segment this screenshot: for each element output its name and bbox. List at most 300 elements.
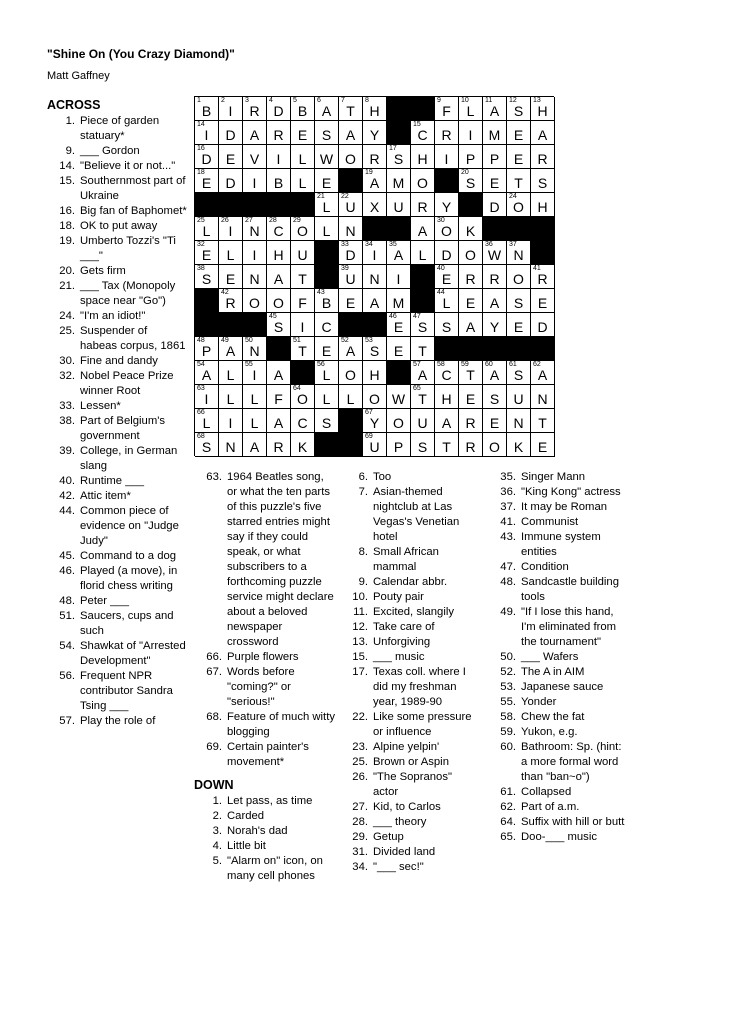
grid-cell[interactable] [315,97,339,121]
grid-cell[interactable] [339,145,363,169]
down-clue [340,830,474,845]
grid-cell[interactable] [267,289,291,313]
clue-number: 50. [500,651,516,663]
black-square [243,313,267,337]
cell-letter: H [369,103,380,119]
grid-cell[interactable] [195,121,219,145]
clue-text: Take care of [373,621,435,633]
cell-letter: D [345,247,356,263]
grid-cell[interactable] [531,193,555,217]
cell-letter: E [513,127,524,143]
cell-number: 46 [389,313,397,320]
cell-number: 32 [197,241,205,248]
clue-number: 52. [500,666,516,678]
grid-cell[interactable] [483,193,507,217]
black-square [507,217,531,241]
grid-cell[interactable] [435,265,459,289]
cell-letter: R [489,271,500,287]
grid-cell[interactable] [315,409,339,433]
grid-cell[interactable] [291,385,315,409]
across-clue [194,740,336,770]
cell-letter: D [273,103,284,119]
cell-letter: L [322,199,331,215]
down-clues-col3 [340,470,474,875]
grid-cell[interactable] [459,145,483,169]
grid-cell[interactable] [363,193,387,217]
clue-text: It may be Roman [521,501,608,513]
across-clue [47,219,187,234]
grid-cell[interactable] [339,121,363,145]
cell-letter: H [537,199,548,215]
grid-cell[interactable] [243,409,267,433]
grid-cell[interactable] [363,409,387,433]
grid-cell[interactable] [195,409,219,433]
grid-cell[interactable] [531,169,555,193]
grid-cell[interactable] [483,313,507,337]
grid-cell[interactable] [363,433,387,457]
grid-cell[interactable] [459,385,483,409]
grid-cell[interactable] [435,361,459,385]
clue-text: Certain painter's movement* [227,741,309,768]
cell-number: 62 [533,361,541,368]
cell-letter: A [345,343,356,359]
grid-cell[interactable] [243,241,267,265]
grid-cell[interactable] [315,217,339,241]
grid-cell[interactable] [411,409,435,433]
cell-number: 61 [509,361,517,368]
clue-text: Sandcastle building tools [521,576,619,603]
clue-number: 63. [206,471,222,483]
grid-cell[interactable] [411,241,435,265]
grid-cell[interactable] [339,241,363,265]
cell-number: 51 [293,337,301,344]
grid-cell[interactable] [315,313,339,337]
grid-cell[interactable] [435,145,459,169]
grid-cell[interactable] [363,385,387,409]
grid-cell[interactable] [531,385,555,409]
grid-cell[interactable] [387,409,411,433]
grid-cell[interactable] [531,289,555,313]
cell-number: 45 [269,313,277,320]
grid-cell[interactable] [531,145,555,169]
down-clue [340,470,474,485]
cell-letter: H [273,247,284,263]
grid-cell[interactable] [435,97,459,121]
cell-letter: E [297,127,308,143]
clue-text: "The Sopranos" actor [373,771,452,798]
grid-cell[interactable] [507,97,531,121]
grid-cell[interactable] [219,409,243,433]
grid-cell[interactable] [219,169,243,193]
grid-cell[interactable] [339,97,363,121]
grid-cell[interactable] [483,241,507,265]
grid-cell[interactable] [315,385,339,409]
grid-cell[interactable] [291,433,315,457]
grid-cell[interactable] [507,433,531,457]
grid-cell[interactable] [435,385,459,409]
grid-cell[interactable] [531,313,555,337]
clue-text: Big fan of Baphomet* [80,205,187,217]
grid-cell[interactable] [411,337,435,361]
puzzle-title: "Shine On (You Crazy Diamond)" [47,47,235,61]
cell-letter: O [393,415,404,431]
down-clue [488,485,628,500]
grid-cell[interactable] [219,337,243,361]
grid-cell[interactable] [435,121,459,145]
grid-cell[interactable] [195,385,219,409]
grid-cell[interactable] [459,217,483,241]
grid-cell[interactable] [531,409,555,433]
across-clue [47,354,187,369]
grid-cell[interactable] [363,169,387,193]
cell-letter: D [225,127,236,143]
grid-cell[interactable] [507,145,531,169]
cell-letter: A [369,295,380,311]
cell-letter: V [249,151,260,167]
grid-cell[interactable] [315,289,339,313]
grid-cell[interactable] [507,121,531,145]
grid-cell[interactable] [459,97,483,121]
grid-cell[interactable] [363,145,387,169]
cell-letter: D [441,247,452,263]
grid-cell[interactable] [267,385,291,409]
grid-cell[interactable] [483,385,507,409]
grid-cell[interactable] [219,361,243,385]
grid-cell[interactable] [411,433,435,457]
grid-cell[interactable] [267,433,291,457]
cell-letter: E [537,439,548,455]
grid-cell[interactable] [219,97,243,121]
across-clue [47,264,187,279]
grid-cell[interactable] [459,409,483,433]
cell-letter: R [417,199,428,215]
grid-cell[interactable] [243,289,267,313]
grid-cell[interactable] [195,433,219,457]
grid-cell[interactable] [435,193,459,217]
grid-cell[interactable] [387,265,411,289]
grid-cell[interactable] [459,241,483,265]
grid-cell[interactable] [243,433,267,457]
grid-cell[interactable] [243,337,267,361]
cell-letter: R [465,415,476,431]
grid-cell[interactable] [267,217,291,241]
grid-cell[interactable] [291,337,315,361]
cell-letter: L [298,151,307,167]
grid-cell[interactable] [219,433,243,457]
clue-text: Purple flowers [227,651,299,663]
grid-cell[interactable] [267,361,291,385]
grid-cell[interactable] [267,265,291,289]
grid-cell[interactable] [339,217,363,241]
cell-letter: E [489,175,500,191]
grid-cell[interactable] [219,241,243,265]
grid-cell[interactable] [435,409,459,433]
grid-cell[interactable] [195,265,219,289]
grid-cell[interactable] [531,265,555,289]
grid-cell[interactable] [363,265,387,289]
clue-number: 9. [358,576,368,588]
down-clue [340,635,474,650]
grid-cell[interactable] [435,217,459,241]
grid-cell[interactable] [219,265,243,289]
clue-number: 5. [212,855,222,867]
grid-cell[interactable] [219,145,243,169]
grid-cell[interactable] [483,409,507,433]
grid-cell[interactable] [243,97,267,121]
grid-cell[interactable] [459,361,483,385]
cell-letter: T [346,103,355,119]
cell-number: 43 [317,289,325,296]
clue-text: Too [373,471,392,483]
grid-cell[interactable] [219,217,243,241]
grid-cell[interactable] [435,241,459,265]
clue-text: Asian-themed nightclub at Las Vegas's Venetian hotel [373,486,460,543]
grid-cell[interactable] [483,145,507,169]
grid-cell[interactable] [243,169,267,193]
black-square [363,313,387,337]
clue-text: Divided land [373,846,436,858]
cell-number: 25 [197,217,205,224]
grid-cell[interactable] [195,169,219,193]
grid-cell[interactable] [387,145,411,169]
grid-cell[interactable] [243,217,267,241]
grid-cell[interactable] [507,265,531,289]
clue-number: 55. [500,696,516,708]
grid-cell[interactable] [507,361,531,385]
cell-letter: M [488,127,501,143]
grid-cell[interactable] [531,361,555,385]
grid-cell[interactable] [459,169,483,193]
clue-text: ___ Tax (Monopoly space near "Go") [80,280,176,307]
grid-cell[interactable] [339,385,363,409]
grid-cell[interactable] [507,313,531,337]
grid-cell[interactable] [195,97,219,121]
clue-number: 16. [59,205,75,217]
cell-letter: C [321,319,332,335]
cell-letter: A [489,295,500,311]
cell-letter: A [201,367,212,383]
grid-cell[interactable] [435,289,459,313]
cell-letter: L [346,391,355,407]
down-clue [340,545,474,575]
grid-cell[interactable] [507,169,531,193]
grid-cell[interactable] [387,337,411,361]
grid-cell[interactable] [243,121,267,145]
grid-cell[interactable] [315,121,339,145]
grid-cell[interactable] [483,289,507,313]
clue-text: Chew the fat [521,711,585,723]
grid-cell[interactable] [387,433,411,457]
cell-letter: N [249,271,260,287]
grid-cell[interactable] [243,265,267,289]
grid-cell[interactable] [339,265,363,289]
grid-cell[interactable] [411,385,435,409]
grid-cell[interactable] [291,145,315,169]
grid-cell[interactable] [363,121,387,145]
cell-letter: A [393,247,404,263]
grid-cell[interactable] [339,361,363,385]
grid-cell[interactable] [459,433,483,457]
grid-cell[interactable] [267,145,291,169]
across-clue [47,609,187,639]
grid-cell[interactable] [267,121,291,145]
down-clue [488,785,628,800]
clue-text: Yonder [521,696,557,708]
cell-letter: N [513,415,524,431]
clue-text: Pouty pair [373,591,424,603]
cell-number: 1 [197,97,201,104]
grid-cell[interactable] [291,169,315,193]
grid-cell[interactable] [267,97,291,121]
clue-number: 53. [500,681,516,693]
clue-text: "King Kong" actress [521,486,621,498]
cell-number: 50 [245,337,253,344]
grid-cell[interactable] [459,289,483,313]
grid-cell[interactable] [435,433,459,457]
down-clue [340,620,474,635]
grid-cell[interactable] [291,409,315,433]
cell-letter: N [513,247,524,263]
grid-cell[interactable] [363,337,387,361]
cell-letter: O [441,223,452,239]
grid-cell[interactable] [387,385,411,409]
grid-cell[interactable] [315,361,339,385]
grid-cell[interactable] [483,121,507,145]
cell-letter: U [417,415,428,431]
grid-cell[interactable] [291,241,315,265]
cell-letter: Y [369,127,380,143]
clue-text: Umberto Tozzi's "Ti ___" [80,235,176,262]
cell-letter: E [321,175,332,191]
grid-cell[interactable] [387,169,411,193]
grid-cell[interactable] [291,97,315,121]
grid-cell[interactable] [315,169,339,193]
grid-cell[interactable] [219,289,243,313]
cell-number: 69 [365,433,373,440]
grid-cell[interactable] [339,193,363,217]
grid-cell[interactable] [195,217,219,241]
cell-letter: A [441,415,452,431]
cell-letter: A [249,439,260,455]
grid-cell[interactable] [195,337,219,361]
clue-number: 21. [59,280,75,292]
puzzle-author: Matt Gaffney [47,70,110,82]
cell-number: 40 [437,265,445,272]
grid-cell[interactable] [531,121,555,145]
grid-cell[interactable] [267,169,291,193]
grid-cell[interactable] [363,289,387,313]
black-square [243,193,267,217]
grid-cell[interactable] [411,121,435,145]
grid-cell[interactable] [363,97,387,121]
grid-cell[interactable] [339,289,363,313]
down-clue [340,770,474,800]
down-clue [488,800,628,815]
clue-text: Attic item* [80,490,131,502]
cell-letter: O [297,391,308,407]
grid-cell[interactable] [195,241,219,265]
grid-cell[interactable] [387,241,411,265]
grid-cell[interactable] [219,121,243,145]
grid-cell[interactable] [387,289,411,313]
clue-text: "Believe it or not..." [80,160,176,172]
grid-cell[interactable] [315,193,339,217]
across-clue [47,234,187,264]
grid-cell[interactable] [363,241,387,265]
grid-cell[interactable] [507,193,531,217]
grid-cell[interactable] [411,169,435,193]
grid-cell[interactable] [483,361,507,385]
grid-cell[interactable] [531,433,555,457]
grid-cell[interactable] [435,313,459,337]
grid-cell[interactable] [243,145,267,169]
grid-cell[interactable] [507,385,531,409]
cell-letter: E [513,151,524,167]
grid-cell[interactable] [339,337,363,361]
grid-cell[interactable] [411,145,435,169]
grid-cell[interactable] [243,361,267,385]
clue-number: 34. [352,861,368,873]
clue-text: Doo-___ music [521,831,597,843]
black-square [315,241,339,265]
grid-cell[interactable] [315,145,339,169]
cell-number: 44 [437,289,445,296]
grid-cell[interactable] [387,193,411,217]
grid-cell[interactable] [195,145,219,169]
grid-cell[interactable] [291,289,315,313]
black-square [339,409,363,433]
grid-cell[interactable] [267,241,291,265]
grid-cell[interactable] [507,289,531,313]
grid-cell[interactable] [483,433,507,457]
cell-letter: O [513,271,524,287]
clue-number: 60. [500,741,516,753]
grid-cell[interactable] [459,121,483,145]
grid-cell[interactable] [531,97,555,121]
clue-text: Suspender of habeas corpus, 1861 [80,325,186,352]
grid-cell[interactable] [291,121,315,145]
grid-cell[interactable] [507,241,531,265]
cell-number: 14 [197,121,205,128]
clue-text: Yukon, e.g. [521,726,578,738]
grid-cell[interactable] [195,361,219,385]
grid-cell[interactable] [291,265,315,289]
grid-cell[interactable] [411,361,435,385]
grid-cell[interactable] [267,409,291,433]
clue-text: Carded [227,810,265,822]
grid-cell[interactable] [219,385,243,409]
grid-cell[interactable] [411,313,435,337]
grid-cell[interactable] [483,97,507,121]
grid-cell[interactable] [363,361,387,385]
cell-letter: D [225,175,236,191]
grid-cell[interactable] [483,169,507,193]
grid-cell[interactable] [459,313,483,337]
grid-cell[interactable] [315,337,339,361]
crossword-grid[interactable] [194,96,554,456]
grid-cell[interactable] [267,313,291,337]
grid-cell[interactable] [507,409,531,433]
grid-cell[interactable] [291,217,315,241]
grid-cell[interactable] [411,193,435,217]
grid-cell[interactable] [411,217,435,241]
cell-number: 24 [509,193,517,200]
grid-cell[interactable] [387,313,411,337]
grid-cell[interactable] [243,385,267,409]
grid-cell[interactable] [483,265,507,289]
grid-cell[interactable] [459,265,483,289]
grid-cell[interactable] [291,313,315,337]
